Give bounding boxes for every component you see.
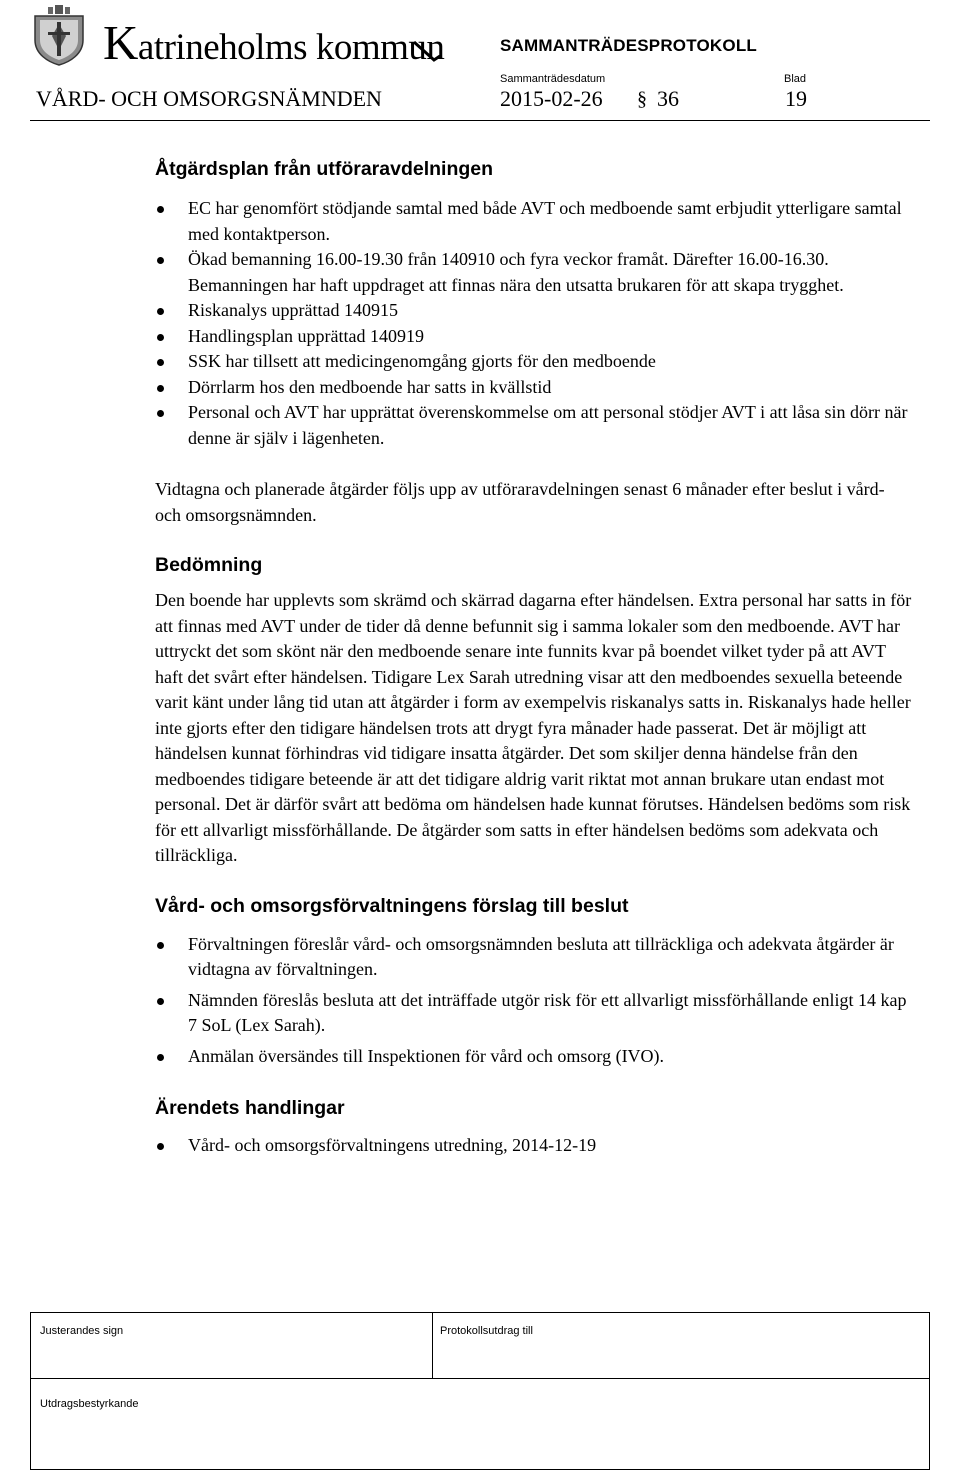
paragraph-number: 36 (657, 86, 679, 111)
document-body (155, 156, 915, 1159)
bullet-icon (157, 410, 164, 417)
bullet-icon (157, 1054, 164, 1061)
list-item: Vård- och omsorgsförvaltningens utredning, 2014-12-19 (155, 1133, 915, 1159)
page-number: 19 (785, 86, 807, 111)
list-item: Personal och AVT har upprättat överenskommelse om att personal stödjer AVT i att låsa sin dörr när denne är själv i lägenheten. (155, 400, 915, 451)
proposal-list (155, 932, 915, 1070)
municipality-name (103, 14, 444, 71)
bullet-icon (157, 206, 164, 213)
list-item: Handlingsplan upprättad 140919 (155, 324, 915, 350)
extract-label: Protokollsutdrag till (440, 1325, 533, 1337)
certification-label: Utdragsbestyrkande (40, 1398, 139, 1410)
list-item: EC har genomfört stödjande samtal med både AVT och medboende samt erbjudit ytterligare samtal med kontaktperson. (155, 196, 915, 247)
follow-up-paragraph: Vidtagna och planerade åtgärder följs upp av utföraravdelningen senast 6 månader efter beslut i vård- och omsorgsnämnden. (155, 479, 885, 525)
logo-swoosh-icon (412, 40, 442, 64)
meeting-date: 2015-02-26 (500, 86, 603, 111)
municipality-initial: K (103, 15, 138, 70)
bullet-icon (157, 942, 164, 949)
bullet-icon (157, 1143, 164, 1150)
assessment-heading: Bedömning (155, 554, 263, 576)
list-item: Anmälan översändes till Inspektionen för vård och omsorg (IVO). (155, 1044, 915, 1070)
header-divider (30, 120, 930, 121)
list-item: Nämnden föreslås besluta att det inträffade utgör risk för ett allvarligt missförhållande enligt 14 kap 7 SoL (Lex Sarah). (155, 988, 915, 1039)
list-item: SSK har tillsett att medicingenomgång gjorts för den medboende (155, 349, 915, 375)
committee-name: VÅRD- OCH OMSORGSNÄMNDEN (36, 86, 382, 111)
list-item: Ökad bemanning 16.00-19.30 från 140910 och fyra veckor framåt. Därefter 16.00-16.30. Bemanningen har haft uppdraget att finnas nära den utsatta brukaren för att skapa trygghet. (155, 247, 915, 298)
assessment-paragraph: Den boende har upplevts som skrämd och skärrad dagarna efter händelsen. Extra personal har satts in för att finnas med AVT under de tider då denne befunnit sig i samma lokaler som den medboende. AVT har uttryckt det som skönt när den medboende senare inte funnits kvar på boendet vilket tyder på att AVT haft det svårt efter händelsen. Tidigare Lex Sarah utredning visar att den medboendes sexuella beteende varit känt under lång tid utan att åtgärder i form av exempelvis riskanalys satts in. Riskanalys hade heller inte gjorts efter den tidigare händelsen trots att drygt fyra månader hade passerat. Det är möjligt att händelsen kunnat förhindras vid tidigare insatta åtgärder. Det som skiljer denna händelse från den medboendes tidigare beteende är att det tidigare aldrig varit riktat mot annan brukare utan endast mot personal. Det är därför svårt att bedöma om händelsen hade kunnat förutses. Händelsen bedöms som risk för ett allvarligt missförhållande. De åtgärder som satts in efter händelsen bedöms som adekvata och tillräckliga. (155, 590, 912, 865)
paragraph-mark: § (637, 88, 647, 110)
bullet-icon (157, 998, 164, 1005)
bullet-icon (157, 359, 164, 366)
action-plan-list (155, 196, 915, 451)
action-plan-heading: Åtgärdsplan från utföraravdelningen (155, 158, 494, 180)
bullet-icon (157, 308, 164, 315)
document-type: SAMMANTRÄDESPROTOKOLL (500, 36, 757, 55)
documents-list (155, 1133, 915, 1159)
bullet-icon (157, 257, 164, 264)
documents-heading: Ärendets handlingar (155, 1097, 345, 1119)
list-item: Riskanalys upprättad 140915 (155, 298, 915, 324)
bullet-icon (157, 385, 164, 392)
municipality-name-rest: atrineholms kommun (137, 27, 445, 68)
municipal-crest-icon (30, 4, 88, 66)
bullet-icon (157, 334, 164, 341)
footer-divider (432, 1312, 433, 1378)
list-item: Dörrlarm hos den medboende har satts in kvällstid (155, 375, 915, 401)
meeting-date-label: Sammanträdesdatum (500, 73, 606, 85)
adjuster-sign-label: Justerandes sign (40, 1325, 124, 1337)
footer-row-divider (30, 1378, 930, 1379)
page-label: Blad (784, 73, 807, 85)
list-item: Förvaltningen föreslår vård- och omsorgsnämnden besluta att tillräckliga och adekvata åtgärder är vidtagna av förvaltningen. (155, 932, 915, 983)
page-header (0, 0, 960, 125)
proposal-heading: Vård- och omsorgsförvaltningens förslag till beslut (155, 894, 629, 917)
